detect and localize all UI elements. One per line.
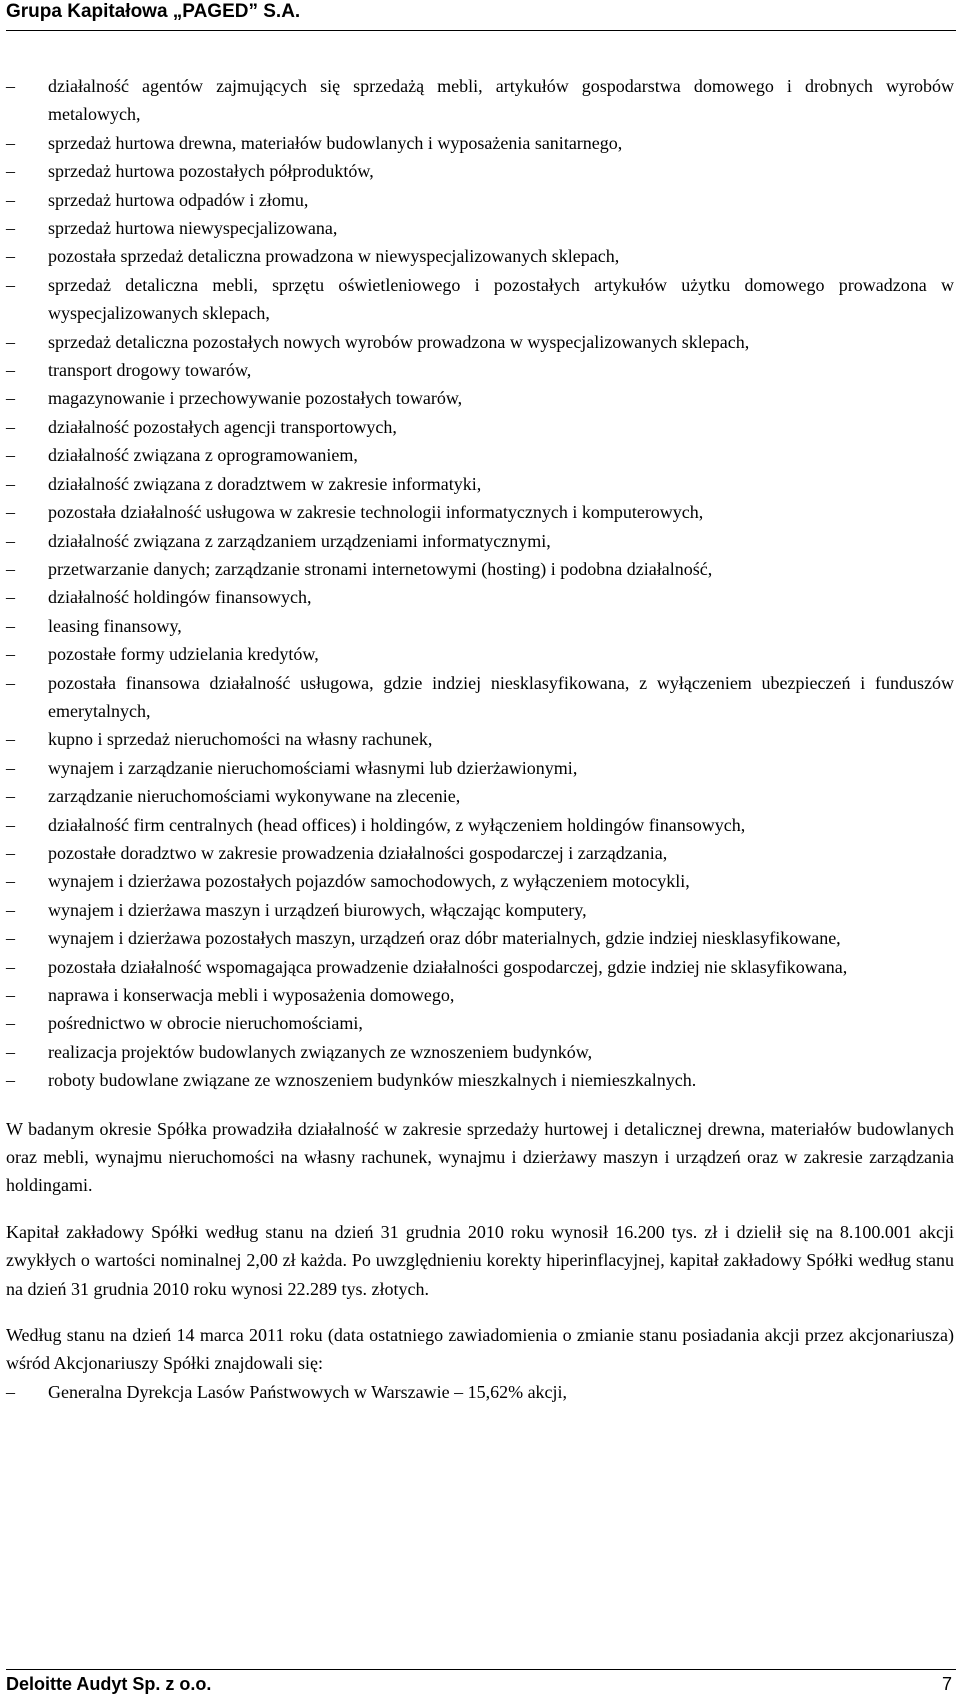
- activity-item-text: zarządzanie nieruchomościami wykonywane na zlecenie,: [48, 786, 461, 807]
- list-dash: –: [6, 757, 15, 778]
- activity-item-text: pozostałe doradztwo w zakresie prowadzenia działalności gospodarczej i zarządzania,: [48, 842, 668, 863]
- activity-item: [6, 1038, 954, 1066]
- activity-item-text: pozostała działalność usługowa w zakresie technologii informatycznych i komputerowych,: [48, 502, 704, 523]
- list-dash: –: [6, 1381, 15, 1402]
- document-body: [6, 72, 954, 1406]
- activity-item-text: sprzedaż detaliczna mebli, sprzętu oświetleniowego i pozostałych artykułów użytku domowego prowadzona w wyspecjalizowanych sklepach,: [48, 274, 954, 324]
- activity-item: [6, 953, 954, 981]
- activity-item: [6, 839, 954, 867]
- footer-divider: [6, 1669, 956, 1670]
- activity-item-text: działalność związana z oprogramowaniem,: [48, 445, 358, 466]
- activity-item: [6, 555, 954, 583]
- activity-item: [6, 924, 954, 952]
- activity-item-text: wynajem i dzierżawa maszyn i urządzeń biurowych, włączając komputery,: [48, 899, 587, 920]
- activity-item-text: sprzedaż hurtowa pozostałych półproduktów,: [48, 161, 374, 182]
- list-dash: –: [6, 1070, 15, 1091]
- activity-item: [6, 725, 954, 753]
- list-dash: –: [6, 814, 15, 835]
- activity-item: [6, 157, 954, 185]
- page-number: 7: [941, 1674, 952, 1694]
- activity-item-text: sprzedaż hurtowa odpadów i złomu,: [48, 189, 309, 210]
- list-dash: –: [6, 473, 15, 494]
- activity-item: [6, 328, 954, 356]
- shareholder-item-text: Generalna Dyrekcja Lasów Państwowych w Warszawie – 15,62% akcji,: [48, 1381, 568, 1402]
- list-dash: –: [6, 502, 15, 523]
- list-dash: –: [6, 1013, 15, 1034]
- activity-item: [6, 669, 954, 726]
- activity-item: [6, 527, 954, 555]
- page-header: [6, 0, 954, 24]
- activity-item: [6, 1066, 954, 1094]
- activity-item: [6, 1009, 954, 1037]
- activity-item-text: działalność agentów zajmujących się sprzedażą mebli, artykułów gospodarstwa domowego i drobnych wyrobów metalowych,: [48, 76, 954, 125]
- activity-item-text: wynajem i zarządzanie nieruchomościami własnymi lub dzierżawionymi,: [48, 757, 578, 778]
- activity-item: [6, 867, 954, 895]
- list-dash: –: [6, 985, 15, 1005]
- activity-item: [6, 754, 954, 782]
- activities-list: [6, 72, 954, 1095]
- activity-item: [6, 271, 954, 328]
- list-dash: –: [6, 218, 15, 239]
- list-dash: –: [6, 445, 15, 466]
- list-dash: –: [6, 331, 15, 352]
- activity-item: [6, 384, 954, 412]
- list-dash: –: [6, 899, 15, 920]
- list-dash: –: [6, 615, 15, 636]
- activity-item-text: sprzedaż hurtowa niewyspecjalizowana,: [48, 218, 338, 239]
- list-dash: –: [6, 161, 15, 182]
- activity-item-text: leasing finansowy,: [48, 615, 182, 636]
- activity-summary-paragraph: W badanym okresie Spółka prowadziła działalność w zakresie sprzedaży hurtowej i detalicznej drewna, materiałów budowlanych oraz mebli, wynajmu nieruchomości na własny rachunek, wynajmu i dzierżawy maszyn i urządzeń oraz w zakresie zarządzania holdingami.: [6, 1118, 954, 1196]
- list-dash: –: [6, 530, 15, 551]
- list-dash: –: [6, 274, 15, 295]
- activity-item-text: sprzedaż hurtowa drewna, materiałów budowlanych i wyposażenia sanitarnego,: [48, 132, 623, 153]
- list-dash: –: [6, 558, 15, 579]
- activity-item-text: pośrednictwo w obrocie nieruchomościami,: [48, 1013, 363, 1034]
- activity-item-text: działalność związana z doradztwem w zakresie informatyki,: [48, 473, 482, 494]
- activity-item-text: pozostała działalność wspomagająca prowadzenie działalności gospodarczej, gdzie indziej nie sklasyfikowana,: [48, 956, 848, 977]
- activity-item-text: pozostałe formy udzielania kredytów,: [48, 644, 319, 665]
- list-dash: –: [6, 416, 15, 437]
- activity-item-text: działalność firm centralnych (head offices) i holdingów, z wyłączeniem holdingów finansowych,: [48, 814, 746, 835]
- list-dash: –: [6, 76, 15, 96]
- activity-item: [6, 413, 954, 441]
- activity-item-text: naprawa i konserwacja mebli i wyposażenia domowego,: [48, 985, 455, 1005]
- activity-item-text: działalność związana z zarządzaniem urządzeniami informatycznymi,: [48, 530, 551, 551]
- activity-item: [6, 612, 954, 640]
- header-title: Grupa Kapitałowa „PAGED” S.A.: [6, 1, 301, 22]
- header-divider: [6, 30, 956, 31]
- activity-item: [6, 129, 954, 157]
- list-dash: –: [6, 672, 15, 693]
- list-dash: –: [6, 871, 15, 892]
- list-dash: –: [6, 729, 15, 750]
- shareholders-list: [6, 1378, 954, 1406]
- list-dash: –: [6, 644, 15, 665]
- activity-item-text: przetwarzanie danych; zarządzanie stronami internetowymi (hosting) i podobna działalność,: [48, 558, 713, 579]
- activity-item: [6, 811, 954, 839]
- activity-item: [6, 441, 954, 469]
- activity-item-text: działalność holdingów finansowych,: [48, 587, 312, 608]
- activity-item: [6, 782, 954, 810]
- list-dash: –: [6, 786, 15, 807]
- list-dash: –: [6, 928, 15, 949]
- activity-item: [6, 186, 954, 214]
- activity-item: [6, 896, 954, 924]
- activity-item-text: działalność pozostałych agencji transportowych,: [48, 416, 397, 437]
- list-dash: –: [6, 189, 15, 210]
- activity-item: [6, 356, 954, 384]
- activity-item-text: kupno i sprzedaż nieruchomości na własny rachunek,: [48, 729, 433, 750]
- activity-item: [6, 981, 954, 1009]
- activity-item: [6, 470, 954, 498]
- activity-item: [6, 640, 954, 668]
- footer-company: Deloitte Audyt Sp. z o.o.: [6, 1674, 212, 1694]
- activity-item: [6, 242, 954, 270]
- activity-item-text: pozostała sprzedaż detaliczna prowadzona w niewyspecjalizowanych sklepach,: [48, 246, 620, 267]
- list-dash: –: [6, 587, 15, 608]
- activity-item-text: transport drogowy towarów,: [48, 360, 252, 381]
- activity-item-text: wynajem i dzierżawa pozostałych pojazdów samochodowych, z wyłączeniem motocykli,: [48, 871, 690, 892]
- activity-item: [6, 214, 954, 242]
- list-dash: –: [6, 246, 15, 267]
- activity-item-text: roboty budowlane związane ze wznoszeniem budynków mieszkalnych i niemieszkalnych.: [48, 1070, 697, 1091]
- page-footer: [6, 1672, 954, 1696]
- activity-item-text: sprzedaż detaliczna pozostałych nowych wyrobów prowadzona w wyspecjalizowanych sklepach,: [48, 331, 750, 352]
- activity-item: [6, 72, 954, 129]
- list-dash: –: [6, 842, 15, 863]
- activity-item: [6, 498, 954, 526]
- list-dash: –: [6, 132, 15, 153]
- activity-item-text: wynajem i dzierżawa pozostałych maszyn, urządzeń oraz dóbr materialnych, gdzie indziej niesklasyfikowane,: [48, 928, 841, 949]
- share-capital-paragraph: Kapitał zakładowy Spółki według stanu na dzień 31 grudnia 2010 roku wynosił 16.200 tys. zł i dzielił się na 8.100.001 akcji zwykłych o wartości nominalnej 2,00 zł każda. Po uwzględnieniu korekty hiperinflacyjnej, kapitał zakładowy Spółki według stanu na dzień 31 grudnia 2010 roku wynosi 22.289 tys. złotych.: [6, 1221, 954, 1299]
- activity-item-text: realizacja projektów budowlanych związanych ze wznoszeniem budynków,: [48, 1041, 593, 1062]
- activity-item-text: magazynowanie i przechowywanie pozostałych towarów,: [48, 388, 463, 409]
- activity-item-text: pozostała finansowa działalność usługowa, gdzie indziej niesklasyfikowana, z wyłączeniem ubezpieczeń i funduszów emerytalnych,: [48, 672, 954, 721]
- shareholder-item: [6, 1378, 954, 1406]
- activity-item: [6, 583, 954, 611]
- shareholders-intro-paragraph: Według stanu na dzień 14 marca 2011 roku (data ostatniego zawiadomienia o zmianie stanu posiadania akcji przez akcjonariusza) wśród Akcjonariuszy Spółki znajdowali się:: [6, 1325, 954, 1374]
- list-dash: –: [6, 1041, 15, 1062]
- list-dash: –: [6, 360, 15, 381]
- list-dash: –: [6, 956, 15, 977]
- list-dash: –: [6, 388, 15, 409]
